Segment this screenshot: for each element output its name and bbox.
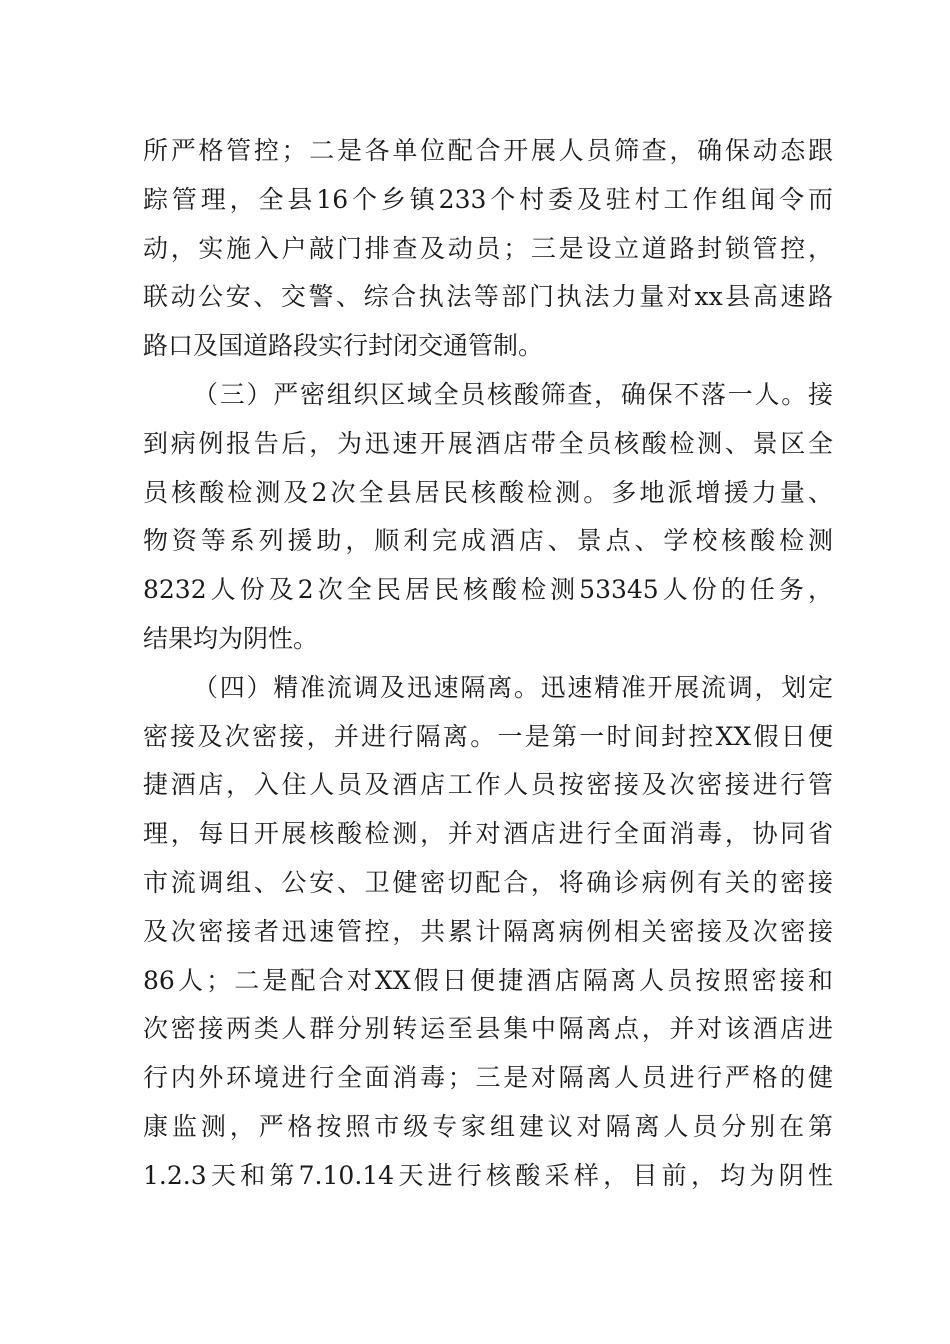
text-line: 市流调组、公安、卫健密切配合，将确诊病例有关的密接 bbox=[143, 867, 833, 897]
text-line: （三）严密组织区域全员核酸筛查，确保不落一人。接 bbox=[193, 379, 833, 409]
paragraph-2 bbox=[143, 371, 833, 664]
text-line: 所严格管控；二是各单位配合开展人员筛查，确保动态跟 bbox=[143, 136, 833, 165]
text-line: 理，每日开展核酸检测，并对酒店进行全面消毒，协同省 bbox=[143, 819, 833, 849]
text-line: 踪管理，全县16个乡镇233个村委及驻村工作组闻令而 bbox=[143, 184, 833, 214]
text-line: 到病例报告后，为迅速开展酒店带全员核酸检测、景区全 bbox=[143, 428, 833, 458]
paragraph-3 bbox=[143, 664, 833, 1201]
text-line: 86人；二是配合对XX假日便捷酒店隔离人员按照密接和 bbox=[143, 965, 833, 995]
paragraph-1 bbox=[143, 127, 833, 371]
text-line: 结果均为阴性。 bbox=[143, 623, 319, 653]
text-line: 捷酒店，入住人员及酒店工作人员按密接及次密接进行管 bbox=[143, 770, 833, 800]
text-line: 动，实施入户敲门排查及动员；三是设立道路封锁管控， bbox=[143, 233, 833, 263]
text-line: 8232人份及2次全民居民核酸检测53345人份的任务， bbox=[143, 575, 833, 605]
text-line: 及次密接者迅速管控，共累计隔离病例相关密接及次密接 bbox=[143, 916, 833, 946]
text-line: 联动公安、交警、综合执法等部门执法力量对xx县高速路 bbox=[143, 282, 833, 312]
text-line: （四）精准流调及迅速隔离。迅速精准开展流调，划定 bbox=[193, 672, 833, 702]
text-line: 次密接两类人群分别转运至县集中隔离点，并对该酒店进 bbox=[143, 1014, 833, 1044]
text-line: 路口及国道路段实行封闭交通管制。 bbox=[143, 331, 544, 361]
text-line: 1.2.3天和第7.10.14天进行核酸采样，目前，均为阴性 bbox=[143, 1160, 833, 1190]
text-line: 康监测，严格按照市级专家组建议对隔离人员分别在第 bbox=[143, 1111, 833, 1141]
text-line: 行内外环境进行全面消毒；三是对隔离人员进行严格的健 bbox=[143, 1063, 833, 1093]
document-body bbox=[143, 127, 833, 1201]
text-line: 物资等系列援助，顺利完成酒店、景点、学校核酸检测 bbox=[143, 526, 833, 556]
text-line: 密接及次密接，并进行隔离。一是第一时间封控XX假日便 bbox=[143, 721, 833, 751]
text-line: 员核酸检测及2次全县居民核酸检测。多地派增援力量、 bbox=[143, 477, 833, 507]
